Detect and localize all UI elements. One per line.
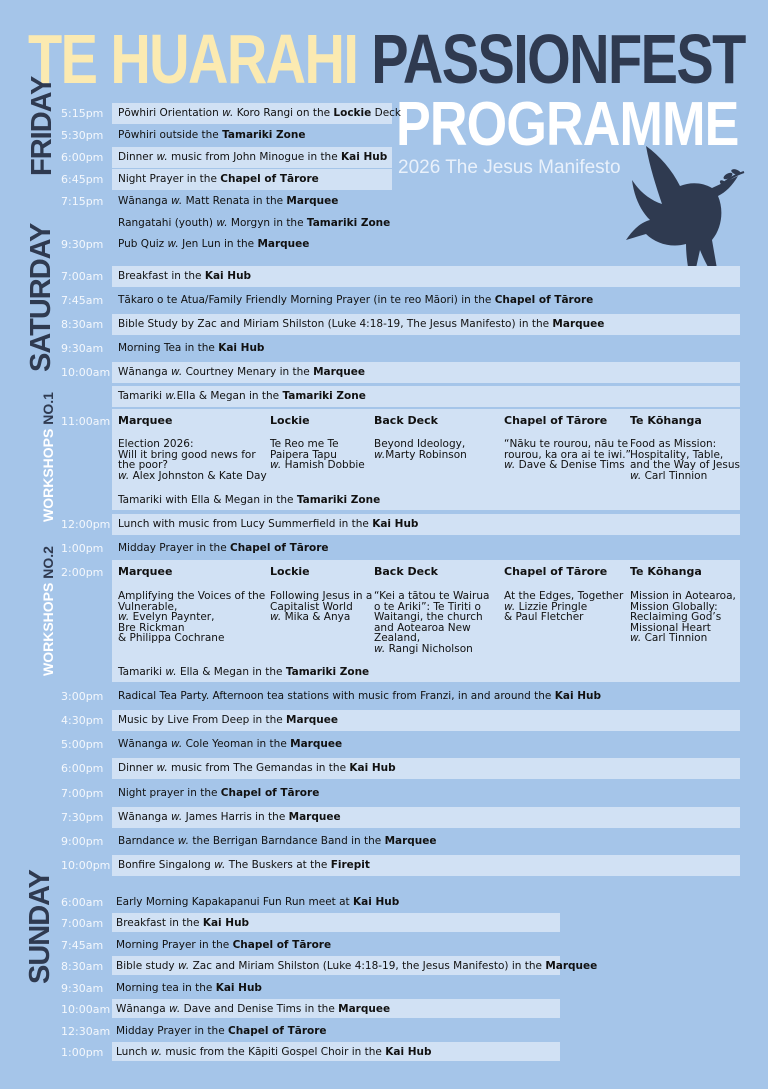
workshop-session-line: Mission Globally: <box>630 600 718 613</box>
sunday-time: 9:30am <box>61 982 104 995</box>
event-text: Bonfire Singalong <box>118 859 215 871</box>
saturday-time: 7:45am <box>61 294 104 307</box>
friday-event <box>118 107 401 119</box>
workshop-session-line: w. Carl Tinnion <box>630 632 708 644</box>
sunday-event <box>116 960 597 972</box>
event-text: Bible Study by Zac and Miriam Shilston (Luke 4:18-19, The Jesus Manifesto) in the <box>118 318 553 330</box>
event-text: Dinner <box>118 151 157 163</box>
saturday-evening-time: 10:00pm <box>61 859 111 872</box>
sunday-event <box>116 1003 390 1015</box>
with-marker: w. <box>214 859 226 871</box>
day-sunday: SUNDAY <box>24 870 56 984</box>
workshop-session-line: Will it bring good news for <box>118 448 256 461</box>
with-marker: w. <box>171 811 183 823</box>
event-text: Pōwhiri outside the <box>118 129 223 141</box>
friday-time: 6:00pm <box>61 151 104 164</box>
with-marker: w. <box>171 366 183 378</box>
venue: Kai Hub <box>202 917 250 929</box>
venue: Kai Hub <box>204 270 252 282</box>
sunday-time: 6:00am <box>61 896 104 909</box>
sunday-time: 7:45am <box>61 939 104 952</box>
title-te-huarahi: TE HUARAHI <box>28 20 358 98</box>
workshop-2-time: 2:00pm <box>61 566 104 579</box>
venue: Tamariki Zone <box>285 666 370 678</box>
saturday-evening-event <box>118 738 342 750</box>
with-marker: w. <box>177 960 190 972</box>
saturday-event <box>118 366 365 378</box>
saturday-evening-time: 6:00pm <box>61 762 104 775</box>
event-text: Matt Renata in the <box>182 195 287 207</box>
venue: Lockie <box>333 107 372 119</box>
saturday-evening-event <box>118 762 396 774</box>
saturday-evening-time: 3:00pm <box>61 690 104 703</box>
saturday-evening-time: 4:30pm <box>61 714 104 727</box>
workshop-session <box>630 439 740 481</box>
friday-event <box>118 238 309 250</box>
programme-title <box>28 20 745 98</box>
with-marker: w. <box>630 632 642 644</box>
workshop-venue-heading: Chapel of Tārore <box>504 565 608 578</box>
event-text: Lunch <box>116 1046 151 1058</box>
event-text: Breakfast in the <box>118 270 205 282</box>
friday-event <box>118 217 390 229</box>
workshop-session-line: & Paul Fletcher <box>504 611 584 623</box>
workshop-session-line: “Kei a tātou te Wairua <box>374 590 490 602</box>
event-text: Tamariki <box>118 390 166 402</box>
with-marker: w. <box>222 107 234 119</box>
friday-time: 6:45pm <box>61 173 104 186</box>
with-marker: w. <box>374 642 386 655</box>
workshop-session-line: w.Marty Robinson <box>374 448 467 461</box>
venue: Kai Hub <box>349 762 396 774</box>
event-text: Radical Tea Party. Afternoon tea stations with music from Franzi, in and around the <box>118 690 555 702</box>
friday-time: 9:30pm <box>61 238 104 251</box>
workshop-session-line: Paipera Tapu <box>270 448 337 461</box>
event-text: Courtney Menary in the <box>182 366 314 378</box>
with-marker: w. <box>156 151 168 163</box>
saturday-time: 9:30am <box>61 342 104 355</box>
label-workshops-1 <box>40 392 56 522</box>
saturday-evening-event <box>118 835 437 847</box>
workshop-session-line: Te Reo me Te <box>270 438 339 450</box>
venue: Chapel of Tārore <box>230 542 329 554</box>
event-text: music from The Gemandas in the <box>167 762 350 774</box>
workshop-venue-heading: Back Deck <box>374 414 438 427</box>
venue: Chapel of Tārore <box>232 939 332 951</box>
venue: Marquee <box>338 1003 391 1015</box>
with-marker: w. <box>165 390 177 402</box>
venue: Marquee <box>257 238 310 250</box>
workshop-venue-heading: Back Deck <box>374 565 438 578</box>
workshop-session-line: w. Dave & Denise Tims <box>504 459 625 471</box>
workshop-session-line: “Nāku te rourou, nāu te <box>504 438 629 450</box>
saturday-event <box>118 342 264 354</box>
event-text: Tamariki <box>118 666 166 678</box>
friday-event <box>118 129 305 141</box>
workshop-session-line: Beyond Ideology, <box>374 438 466 450</box>
saturday-event <box>118 270 251 282</box>
with-marker: w. <box>630 469 642 482</box>
sunday-time: 7:00am <box>61 917 104 930</box>
saturday-event <box>118 294 593 306</box>
venue: Kai Hub <box>353 896 400 908</box>
event-text: Midday Prayer in the <box>118 542 230 554</box>
friday-event <box>118 195 338 207</box>
event-text: Barndance <box>118 835 178 847</box>
venue: Kai Hub <box>218 342 265 354</box>
day-friday: FRIDAY <box>26 76 58 176</box>
venue: Kai Hub <box>372 518 419 530</box>
event-text: Deck <box>371 107 402 119</box>
workshop-session-line: Missional Heart <box>630 621 711 634</box>
saturday-evening-event <box>118 811 341 823</box>
event-text: Wānanga <box>118 366 171 378</box>
event-text: Jen Lun in the <box>178 238 258 250</box>
workshop-session <box>118 591 265 644</box>
workshop-session-line: o te Ariki”: Te Tiriti o <box>374 600 481 613</box>
event-text: music from John Minogue in the <box>167 151 342 163</box>
venue: Marquee <box>384 835 437 847</box>
workshop-1-tamariki <box>118 494 380 506</box>
sunday-event <box>116 917 249 929</box>
with-marker: w. <box>171 738 183 750</box>
venue: Chapel of Tārore <box>228 1025 327 1037</box>
venue: Tamariki Zone <box>282 390 366 402</box>
workshop-session-line: w. Lizzie Pringle <box>504 600 588 613</box>
saturday-evening-event <box>118 859 370 871</box>
workshop-venue-heading: Chapel of Tārore <box>504 414 608 427</box>
venue: Marquee <box>286 195 339 207</box>
workshop-session-line: Zealand, <box>374 632 421 644</box>
workshop-session <box>504 591 623 623</box>
workshop-session-line: and Aotearoa New <box>374 621 471 634</box>
event-text: Bible study <box>116 960 178 972</box>
with-marker: w. <box>177 835 190 847</box>
venue: Kai Hub <box>554 690 601 702</box>
venue: Kai Hub <box>215 982 262 994</box>
title-passionfest: PASSIONFEST <box>371 20 745 98</box>
saturday-event <box>118 318 604 330</box>
with-marker: w. <box>118 611 130 623</box>
with-marker: w. <box>167 238 179 250</box>
event-text: Night Prayer in the <box>118 173 221 185</box>
with-marker: w. <box>156 762 168 774</box>
workshop-session-line: Mission in Aotearoa, <box>630 590 736 602</box>
with-marker: w. <box>118 469 130 482</box>
with-marker: w. <box>504 459 516 471</box>
saturday-time: 8:30am <box>61 318 104 331</box>
workshop-session-line: w. Rangi Nicholson <box>374 642 473 655</box>
with-marker: w. <box>169 1003 181 1015</box>
saturday-midday-time: 1:00pm <box>61 542 104 555</box>
workshop-session-line: w. Alex Johnston & Kate Day <box>118 469 267 482</box>
venue: Tamariki Zone <box>296 494 381 506</box>
workshop-session <box>270 439 365 471</box>
event-text: Morgyn in the <box>227 217 307 229</box>
saturday-midday-event <box>118 542 329 554</box>
venue: Firepit <box>330 859 370 871</box>
workshop-session-line: Amplifying the Voices of the <box>118 590 266 602</box>
workshop-session-line: and the Way of Jesus <box>630 459 740 471</box>
workshop-session-line: the poor? <box>118 459 168 471</box>
workshop-session-line: Capitalist World <box>270 600 353 613</box>
workshop-session <box>118 439 267 481</box>
workshop-session-line: w. Evelyn Paynter, <box>118 611 215 623</box>
event-text: The Buskers at the <box>225 859 331 871</box>
event-text: Koro Rangi on the <box>233 107 334 119</box>
event-text: Ella & Megan in the <box>176 390 283 402</box>
workshop-session-line: At the Edges, Together <box>504 590 624 602</box>
workshop-venue-heading: Marquee <box>118 565 173 578</box>
day-saturday: SATURDAY <box>25 223 57 372</box>
sunday-time: 10:00am <box>61 1003 111 1016</box>
sunday-event <box>116 939 331 951</box>
workshop-session <box>374 591 489 654</box>
event-text: music from the Kāpiti Gospel Choir in the <box>162 1046 386 1058</box>
workshop-venue-heading: Te Kōhanga <box>630 414 702 427</box>
sunday-time: 8:30am <box>61 960 104 973</box>
sunday-time: 1:00pm <box>61 1046 104 1059</box>
venue: Tamariki Zone <box>306 217 391 229</box>
event-text: Ella & Megan in the <box>176 666 286 678</box>
event-text: Rangatahi (youth) <box>118 217 217 229</box>
workshop-venue-heading: Marquee <box>118 414 173 427</box>
friday-time: 5:15pm <box>61 107 104 120</box>
workshop-session-line: Reclaiming God’s <box>630 611 722 623</box>
with-marker: w. <box>270 459 282 471</box>
saturday-midday-time: 12:00pm <box>61 518 111 531</box>
venue: Marquee <box>286 714 338 726</box>
sunday-event <box>116 896 399 908</box>
workshops-1-word: WORKSHOPS <box>40 428 56 522</box>
workshop-session-line: rourou, ka ora ai te iwi.” <box>504 448 631 461</box>
workshops-1-number: NO.1 <box>40 392 56 429</box>
event-text: Tamariki with Ella & Megan in the <box>118 494 297 506</box>
friday-event <box>118 151 387 163</box>
event-text: Morning Tea in the <box>118 342 219 354</box>
saturday-evening-time: 9:00pm <box>61 835 104 848</box>
saturday-evening-time: 5:00pm <box>61 738 104 751</box>
workshop-session-line: w. Carl Tinnion <box>630 469 708 482</box>
workshop-session <box>630 591 736 644</box>
event-text: Cole Yeoman in the <box>182 738 291 750</box>
venue: Kai Hub <box>341 151 388 163</box>
friday-event <box>118 173 319 185</box>
event-text: Wānanga <box>118 738 171 750</box>
workshop-1-time: 11:00am <box>61 415 111 428</box>
with-marker: w. <box>504 600 516 613</box>
workshop-session-line: Waitangi, the church <box>374 611 483 623</box>
sunday-event <box>116 1025 327 1037</box>
sunday-time: 12:30am <box>61 1025 111 1038</box>
event-text: Breakfast in the <box>116 917 203 929</box>
workshop-session-line: Food as Mission: <box>630 438 717 450</box>
sunday-event <box>116 982 262 994</box>
saturday-evening-time: 7:00pm <box>61 787 104 800</box>
saturday-evening-time: 7:30pm <box>61 811 104 824</box>
sunday-event <box>116 1046 432 1058</box>
event-text: Wānanga <box>118 195 171 207</box>
with-marker: w. <box>171 195 183 207</box>
workshop-session-line: Election 2026: <box>118 438 194 450</box>
event-text: Pub Quiz <box>118 238 168 250</box>
workshop-session <box>504 439 631 471</box>
saturday-evening-event <box>118 690 601 702</box>
event-text: Lunch with music from Lucy Summerfield in the <box>118 518 373 530</box>
venue: Chapel of Tārore <box>220 173 319 185</box>
event-text: Morning Prayer in the <box>116 939 233 951</box>
event-text: Wānanga <box>118 811 171 823</box>
with-marker: w. <box>374 448 386 461</box>
event-text: Music by Live From Deep in the <box>118 714 287 726</box>
with-marker: w. <box>165 666 177 678</box>
venue: Tamariki Zone <box>222 129 306 141</box>
venue: Chapel of Tārore <box>494 294 594 306</box>
event-text: Morning tea in the <box>116 982 216 994</box>
workshop-session-line: Vulnerable, <box>118 600 178 613</box>
venue: Marquee <box>552 318 605 330</box>
label-workshops-2 <box>40 546 56 676</box>
with-marker: w. <box>216 217 228 229</box>
friday-time: 7:15pm <box>61 195 104 208</box>
venue: Marquee <box>290 738 343 750</box>
workshop-2-tamariki <box>118 666 369 678</box>
venue: Chapel of Tārore <box>220 787 320 799</box>
venue: Marquee <box>545 960 598 972</box>
event-text: Dave and Denise Tims in the <box>180 1003 339 1015</box>
title-programme: PROGRAMME <box>396 90 739 159</box>
saturday-event <box>118 390 366 402</box>
workshop-session-line: Bre Rickman <box>118 621 185 634</box>
event-text: Dinner <box>118 762 157 774</box>
workshop-session-line: Following Jesus in a <box>270 590 373 602</box>
workshop-session-line: Hospitality, Table, <box>630 448 724 461</box>
saturday-evening-event <box>118 714 338 726</box>
workshop-venue-heading: Lockie <box>270 565 310 578</box>
workshop-session-line: & Philippa Cochrane <box>118 632 225 644</box>
friday-time: 5:30pm <box>61 129 104 142</box>
venue: Marquee <box>288 811 341 823</box>
event-text: Midday Prayer in the <box>116 1025 228 1037</box>
saturday-midday-event <box>118 518 418 530</box>
workshops-2-word: WORKSHOPS <box>40 582 56 676</box>
venue: Kai Hub <box>385 1046 432 1058</box>
workshop-session <box>374 439 467 460</box>
event-text: the Berrigan Barndance Band in the <box>189 835 385 847</box>
event-text: Night prayer in the <box>118 787 221 799</box>
event-text: Wānanga <box>116 1003 169 1015</box>
event-text: James Harris in the <box>182 811 289 823</box>
workshop-venue-heading: Lockie <box>270 414 310 427</box>
saturday-evening-event <box>118 787 319 799</box>
venue: Marquee <box>313 366 366 378</box>
with-marker: w. <box>150 1046 163 1058</box>
saturday-time: 7:00am <box>61 270 104 283</box>
event-text: Tākaro o te Atua/Family Friendly Morning Prayer (in te reo Māori) in the <box>118 294 495 306</box>
event-text: Zac and Miriam Shilston (Luke 4:18-19, the Jesus Manifesto) in the <box>189 960 546 972</box>
with-marker: w. <box>270 611 282 623</box>
event-text: Early Morning Kapakapanui Fun Run meet at <box>116 896 354 908</box>
subtitle: 2026 The Jesus Manifesto <box>398 157 621 178</box>
workshop-session <box>270 591 372 623</box>
workshops-2-number: NO.2 <box>40 546 56 583</box>
workshop-session-line: w. Hamish Dobbie <box>270 459 365 471</box>
workshop-venue-heading: Te Kōhanga <box>630 565 702 578</box>
workshop-session-line: w. Mika & Anya <box>270 611 351 623</box>
saturday-time: 10:00am <box>61 366 111 379</box>
event-text: Pōwhiri Orientation <box>118 107 223 119</box>
